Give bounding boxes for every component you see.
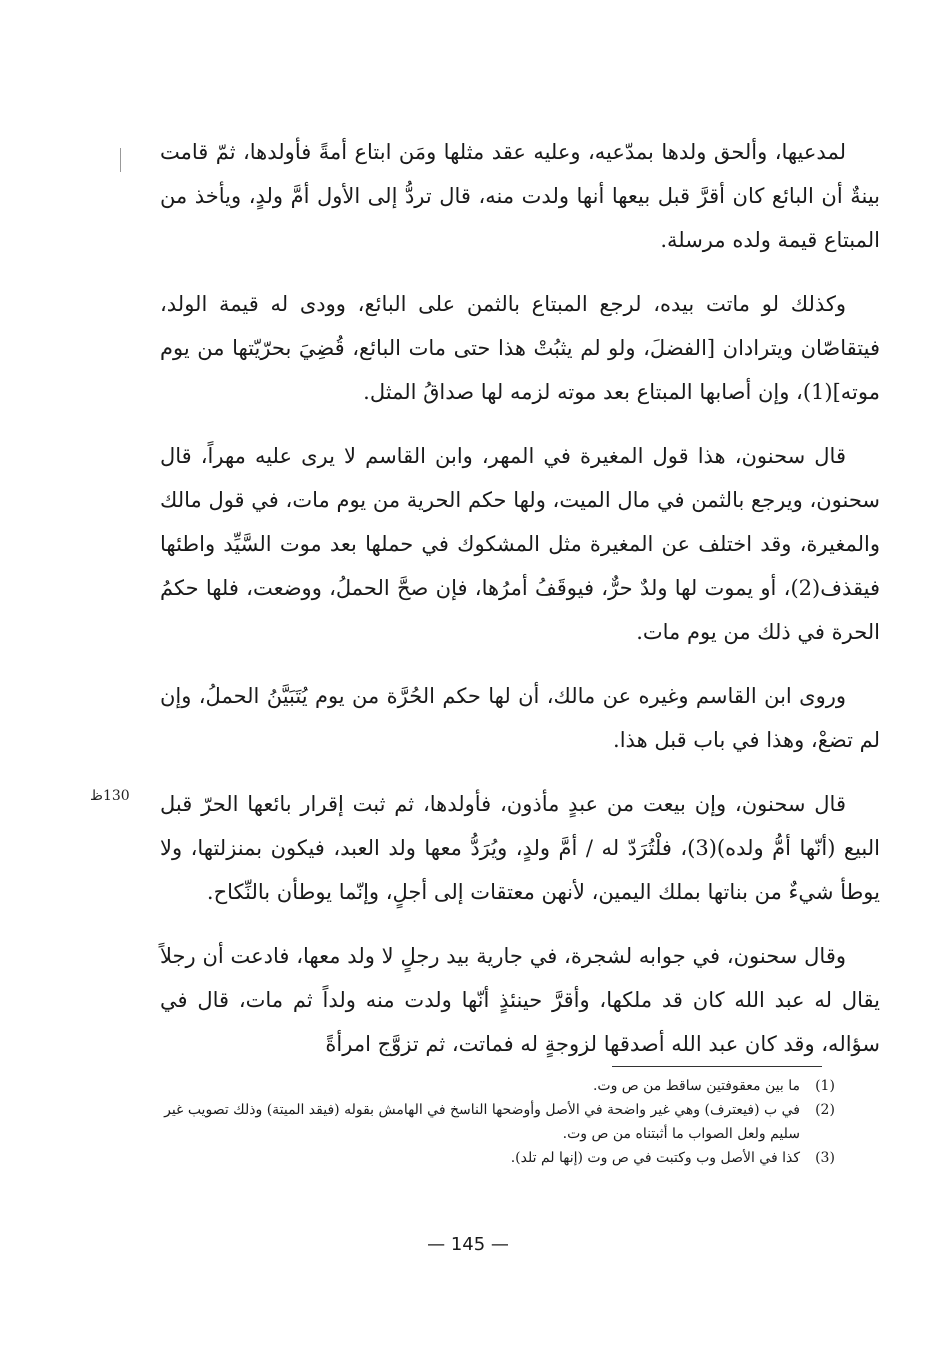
main-text (160, 130, 880, 1086)
footnote-1 (160, 1074, 840, 1098)
paragraph-4: وروى ابن القاسم وغيره عن مالك، أن لها حكم الحُرَّة من يوم يُتَبَيَّنُ الحملُ، وإن لم تضعْ، وهذا في باب قبل هذا. (160, 684, 880, 752)
footnote-number: (1) (815, 1078, 835, 1094)
footnote-separator (612, 1066, 822, 1067)
footnote-number: (3) (815, 1150, 835, 1166)
paragraph-5: قال سحنون، وإن بيعت من عبدٍ مأذون، فأولدها، ثم ثبت إقرار بائعها الحرّ قبل البيع (أنّها أمُّ ولده)(3)، فلْتُرَدّ له / أمَّ ولدٍ، ويُرَدُّ معها ولد العبد، فيكون بمنزلتها، ولا يوطأ شيءٌ من بناتها بملك اليمين، لأنهن معتقات إلى أجلٍ، وإنّما يوطأن بالنِّكاح. (160, 792, 880, 904)
paragraph-1: لمدعيها، وألحق ولدها بمدّعيه، وعليه عقد مثلها ومَن ابتاع أمةً فأولدها، ثمّ قامت بينةٌ أن البائع كان أقرَّ قبل بيعها أنها ولدت منه، قال تردُّ إلى الأول أمَّ ولدٍ، ويأخذ من المبتاع قيمة ولده مرسلة. (160, 140, 880, 252)
footnote-text: في ب (فيعترف) وهي غير واضحة في الأصل وأوضحها الناسخ في الهامش بقوله (فيقد الميتة) وذلك تصويب غير سليم ولعل الصواب ما أثبتناه من ص وت. (164, 1102, 800, 1142)
footnote-text: ما بين معقوفتين ساقط من ص وت. (592, 1078, 800, 1094)
paragraph-3: قال سحنون، هذا قول المغيرة في المهر، وابن القاسم لا يرى عليه مهراً، قال سحنون، ويرجع بالثمن في مال الميت، ولها حكم الحرية من يوم مات، في قول مالك والمغيرة، وقد اختلف عن المغيرة مثل المشكوك في حملها بعد موت السَّيِّد واطئها فيقذف(2)، أو يموت لها ولدٌ حرٌّ، فيوقَفُ أمرُها، فإن صحَّ الحملُ، ووضعت، فلها حكمُ الحرة في ذلك من يوم مات. (160, 444, 880, 644)
margin-rule (120, 148, 121, 172)
paragraph-2: وكذلك لو ماتت بيده، لرجع المبتاع بالثمن على البائع، وودى له قيمة الولد، فيتقاصّان ويترادان [الفضلَ، ولو لم يثبُتْ هذا حتى مات البائع، قُضِيَ بحرّيّتها من يوم موته](1)، وإن أصابها المبتاع بعد موته لزمه لها صداقُ المثل. (160, 292, 880, 404)
footnotes (160, 1074, 840, 1170)
footnote-text: كذا في الأصل وب وكتبت في ص وت (إنها لم تلد). (510, 1150, 800, 1166)
footnote-number: (2) (815, 1102, 835, 1118)
page-number: — 145 — (427, 1234, 509, 1255)
paragraph-6: وقال سحنون، في جوابه لشجرة، في جارية بيد رجلٍ لا ولد معها، فادعت أن رجلاً يقال له عبد الله كان قد ملكها، وأقرَّ حينئذٍ أنّها ولدت منه ولداً ثم مات، قال في سؤاله، وقد كان عبد الله أصدقها لزوجةٍ له فماتت، ثم تزوَّج امرأةً (160, 944, 880, 1056)
footnote-2 (160, 1098, 840, 1146)
footnote-3 (160, 1146, 840, 1170)
folio-margin-note: 130ظ (90, 788, 130, 804)
